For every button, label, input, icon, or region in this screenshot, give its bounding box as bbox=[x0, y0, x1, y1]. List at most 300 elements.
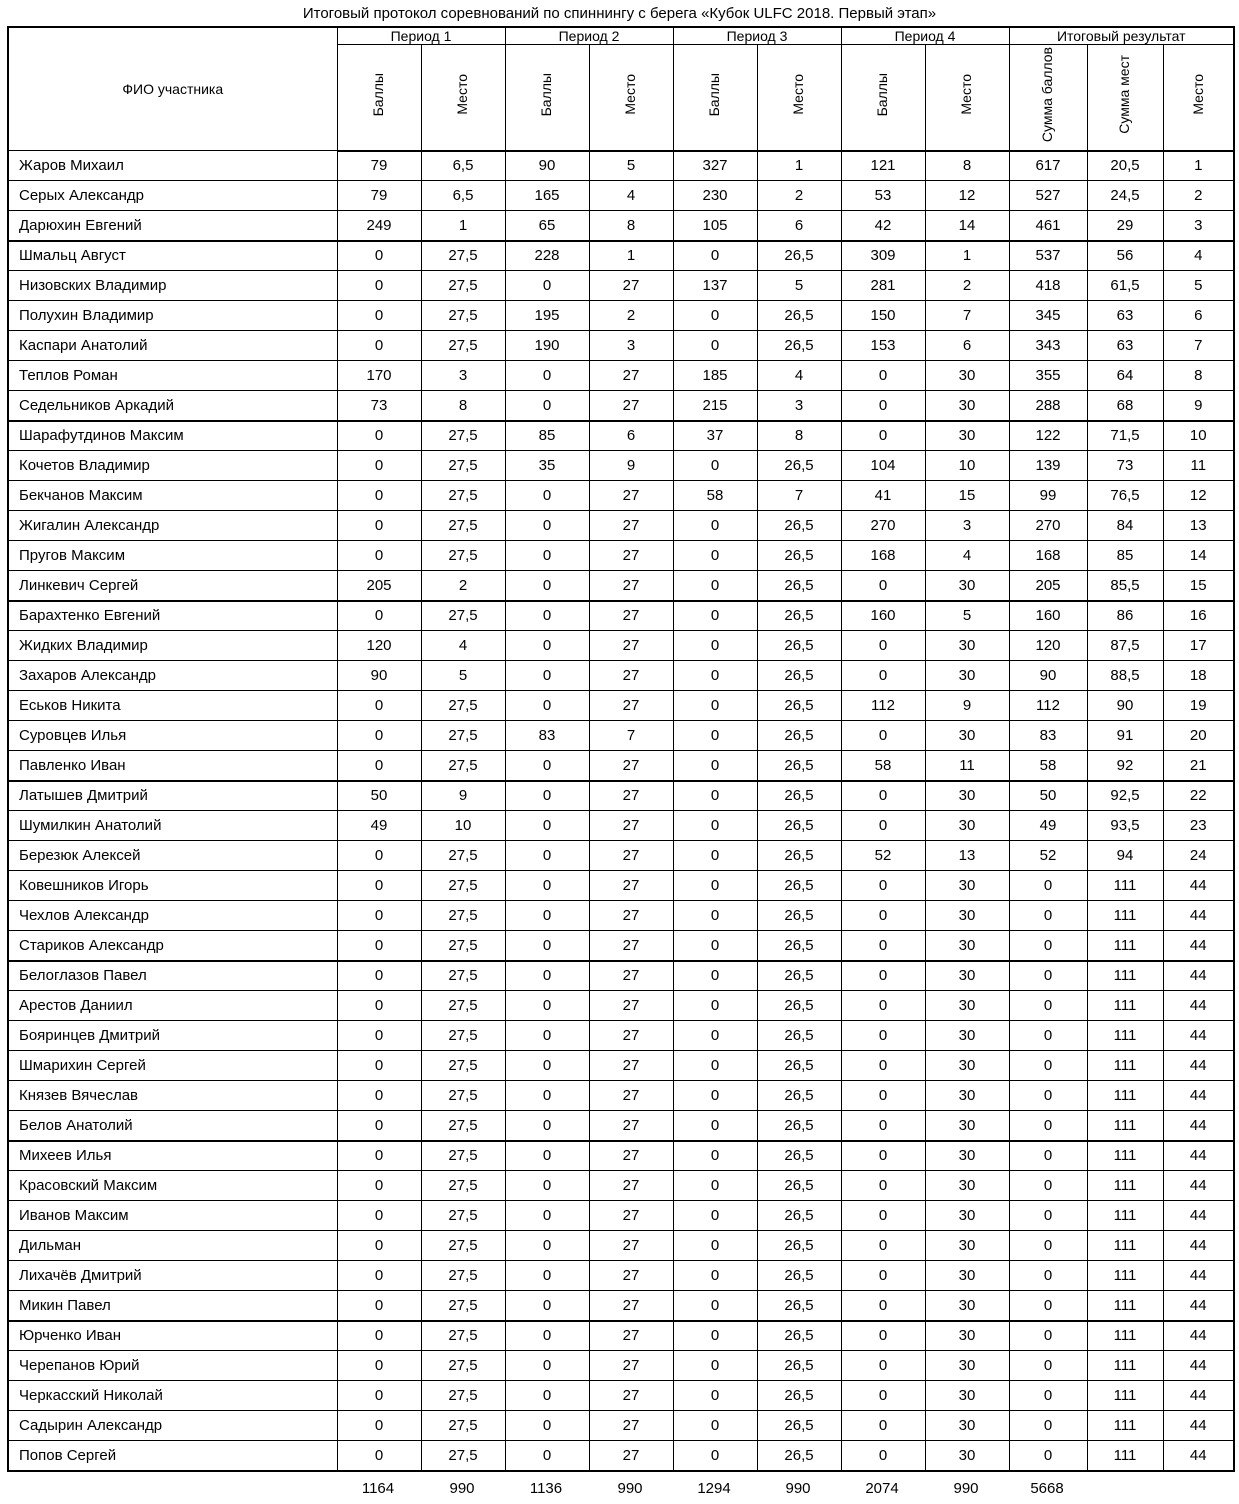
value-cell: 120 bbox=[337, 631, 421, 661]
value-cell: 355 bbox=[1009, 361, 1087, 391]
value-cell: 27 bbox=[589, 1351, 673, 1381]
value-cell: 0 bbox=[673, 601, 757, 631]
value-cell: 26,5 bbox=[757, 1081, 841, 1111]
value-cell: 0 bbox=[673, 331, 757, 361]
value-cell: 0 bbox=[505, 361, 589, 391]
value-cell: 2 bbox=[1163, 181, 1234, 211]
value-cell: 9 bbox=[1163, 391, 1234, 421]
value-cell: 0 bbox=[505, 1381, 589, 1411]
participant-name: Иванов Максим bbox=[8, 1201, 337, 1231]
column-header-group5-col1 bbox=[1009, 45, 1087, 151]
value-cell: 112 bbox=[841, 691, 925, 721]
participant-name: Барахтенко Евгений bbox=[8, 601, 337, 631]
value-cell: 111 bbox=[1087, 1261, 1163, 1291]
table-row bbox=[8, 481, 1234, 511]
value-cell: 0 bbox=[337, 1141, 421, 1171]
total-value bbox=[1086, 1472, 1162, 1504]
value-cell: 0 bbox=[841, 1261, 925, 1291]
value-cell: 0 bbox=[841, 871, 925, 901]
value-cell: 0 bbox=[841, 781, 925, 811]
value-cell: 0 bbox=[337, 331, 421, 361]
value-cell: 94 bbox=[1087, 841, 1163, 871]
value-cell: 160 bbox=[841, 601, 925, 631]
value-cell: 0 bbox=[1009, 1171, 1087, 1201]
participant-name: Каспари Анатолий bbox=[8, 331, 337, 361]
value-cell: 13 bbox=[1163, 511, 1234, 541]
value-cell: 27 bbox=[589, 841, 673, 871]
value-cell: 249 bbox=[337, 211, 421, 241]
value-cell: 44 bbox=[1163, 991, 1234, 1021]
value-cell: 0 bbox=[1009, 961, 1087, 991]
value-cell: 26,5 bbox=[757, 331, 841, 361]
table-row bbox=[8, 1321, 1234, 1351]
table-row bbox=[8, 541, 1234, 571]
value-cell: 27,5 bbox=[421, 451, 505, 481]
vertical-column-label: Сумма мест bbox=[1116, 55, 1133, 135]
value-cell: 30 bbox=[925, 991, 1009, 1021]
value-cell: 52 bbox=[1009, 841, 1087, 871]
value-cell: 0 bbox=[673, 451, 757, 481]
value-cell: 0 bbox=[673, 631, 757, 661]
table-row bbox=[8, 1381, 1234, 1411]
value-cell: 79 bbox=[337, 181, 421, 211]
value-cell: 30 bbox=[925, 1261, 1009, 1291]
value-cell: 5 bbox=[757, 271, 841, 301]
value-cell: 30 bbox=[925, 871, 1009, 901]
table-row bbox=[8, 1231, 1234, 1261]
value-cell: 23 bbox=[1163, 811, 1234, 841]
value-cell: 26,5 bbox=[757, 1351, 841, 1381]
value-cell: 0 bbox=[673, 1111, 757, 1141]
value-cell: 44 bbox=[1163, 1291, 1234, 1321]
value-cell: 27,5 bbox=[421, 541, 505, 571]
value-cell: 27,5 bbox=[421, 241, 505, 271]
total-value: 990 bbox=[449, 1480, 475, 1497]
value-cell: 27,5 bbox=[421, 1411, 505, 1441]
participant-name: Шмальц Август bbox=[8, 241, 337, 271]
group-header-period-4: Период 4 bbox=[841, 27, 1009, 45]
value-cell: 5 bbox=[1163, 271, 1234, 301]
value-cell: 73 bbox=[1087, 451, 1163, 481]
value-cell: 84 bbox=[1087, 511, 1163, 541]
column-header-group3-col1 bbox=[673, 45, 757, 151]
value-cell: 27,5 bbox=[421, 841, 505, 871]
participant-name: Красовский Максим bbox=[8, 1171, 337, 1201]
table-row bbox=[8, 451, 1234, 481]
value-cell: 26,5 bbox=[757, 991, 841, 1021]
column-header-group4-col2 bbox=[925, 45, 1009, 151]
value-cell: 111 bbox=[1087, 1201, 1163, 1231]
table-row bbox=[8, 1141, 1234, 1171]
value-cell: 44 bbox=[1163, 871, 1234, 901]
participant-name: Черкасский Николай bbox=[8, 1381, 337, 1411]
value-cell: 343 bbox=[1009, 331, 1087, 361]
value-cell: 0 bbox=[1009, 931, 1087, 961]
value-cell: 0 bbox=[841, 1081, 925, 1111]
value-cell: 83 bbox=[505, 721, 589, 751]
value-cell: 0 bbox=[505, 1171, 589, 1201]
table-row bbox=[8, 301, 1234, 331]
value-cell: 27,5 bbox=[421, 691, 505, 721]
value-cell: 111 bbox=[1087, 1231, 1163, 1261]
participant-name: Лихачёв Дмитрий bbox=[8, 1261, 337, 1291]
value-cell: 0 bbox=[673, 1081, 757, 1111]
total-value: 990 bbox=[785, 1480, 811, 1497]
value-cell: 91 bbox=[1087, 721, 1163, 751]
value-cell: 165 bbox=[505, 181, 589, 211]
value-cell: 27 bbox=[589, 1411, 673, 1441]
participant-name: Теплов Роман bbox=[8, 361, 337, 391]
value-cell: 30 bbox=[925, 631, 1009, 661]
value-cell: 92,5 bbox=[1087, 781, 1163, 811]
value-cell: 0 bbox=[505, 541, 589, 571]
vertical-column-label: Сумма баллов bbox=[1039, 47, 1056, 143]
participant-name: Павленко Иван bbox=[8, 751, 337, 781]
value-cell: 26,5 bbox=[757, 1411, 841, 1441]
value-cell: 30 bbox=[925, 1381, 1009, 1411]
total-value: 990 bbox=[617, 1480, 643, 1497]
table-row bbox=[8, 391, 1234, 421]
total-value: 1136 bbox=[529, 1480, 563, 1497]
table-row bbox=[8, 901, 1234, 931]
value-cell: 90 bbox=[1087, 691, 1163, 721]
value-cell: 68 bbox=[1087, 391, 1163, 421]
value-cell: 16 bbox=[1163, 601, 1234, 631]
value-cell: 5 bbox=[421, 661, 505, 691]
value-cell: 90 bbox=[505, 151, 589, 181]
value-cell: 185 bbox=[673, 361, 757, 391]
value-cell: 0 bbox=[673, 901, 757, 931]
group-header-period-2: Период 2 bbox=[505, 27, 673, 45]
value-cell: 27,5 bbox=[421, 721, 505, 751]
value-cell: 27,5 bbox=[421, 511, 505, 541]
table-row bbox=[8, 991, 1234, 1021]
value-cell: 0 bbox=[505, 1261, 589, 1291]
value-cell: 327 bbox=[673, 151, 757, 181]
value-cell: 26,5 bbox=[757, 511, 841, 541]
value-cell: 26,5 bbox=[757, 781, 841, 811]
value-cell: 0 bbox=[1009, 1321, 1087, 1351]
column-header-group5-col2 bbox=[1087, 45, 1163, 151]
value-cell: 26,5 bbox=[757, 961, 841, 991]
participant-name: Захаров Александр bbox=[8, 661, 337, 691]
value-cell: 4 bbox=[421, 631, 505, 661]
value-cell: 0 bbox=[505, 1021, 589, 1051]
value-cell: 88,5 bbox=[1087, 661, 1163, 691]
value-cell: 3 bbox=[925, 511, 1009, 541]
value-cell: 160 bbox=[1009, 601, 1087, 631]
value-cell: 0 bbox=[1009, 1411, 1087, 1441]
value-cell: 26,5 bbox=[757, 1291, 841, 1321]
participant-name: Микин Павел bbox=[8, 1291, 337, 1321]
value-cell: 30 bbox=[925, 571, 1009, 601]
value-cell: 0 bbox=[673, 1411, 757, 1441]
value-cell: 0 bbox=[337, 1111, 421, 1141]
value-cell: 4 bbox=[925, 541, 1009, 571]
value-cell: 27 bbox=[589, 661, 673, 691]
value-cell: 20 bbox=[1163, 721, 1234, 751]
value-cell: 27 bbox=[589, 1051, 673, 1081]
value-cell: 0 bbox=[673, 691, 757, 721]
group-header-period-3: Период 3 bbox=[673, 27, 841, 45]
value-cell: 30 bbox=[925, 1321, 1009, 1351]
participant-name: Жигалин Александр bbox=[8, 511, 337, 541]
value-cell: 0 bbox=[505, 991, 589, 1021]
participant-name: Стариков Александр bbox=[8, 931, 337, 961]
total-value: 990 bbox=[953, 1480, 979, 1497]
table-row bbox=[8, 601, 1234, 631]
value-cell: 0 bbox=[505, 811, 589, 841]
value-cell: 0 bbox=[673, 541, 757, 571]
value-cell: 0 bbox=[673, 1321, 757, 1351]
value-cell: 0 bbox=[337, 1051, 421, 1081]
value-cell: 27,5 bbox=[421, 1291, 505, 1321]
value-cell: 83 bbox=[1009, 721, 1087, 751]
value-cell: 0 bbox=[505, 1441, 589, 1471]
value-cell: 27 bbox=[589, 781, 673, 811]
value-cell: 0 bbox=[505, 751, 589, 781]
value-cell: 44 bbox=[1163, 961, 1234, 991]
value-cell: 30 bbox=[925, 931, 1009, 961]
value-cell: 27,5 bbox=[421, 961, 505, 991]
value-cell: 30 bbox=[925, 1441, 1009, 1471]
value-cell: 26,5 bbox=[757, 1111, 841, 1141]
value-cell: 0 bbox=[505, 1321, 589, 1351]
value-cell: 14 bbox=[1163, 541, 1234, 571]
value-cell: 1 bbox=[421, 211, 505, 241]
value-cell: 44 bbox=[1163, 1411, 1234, 1441]
value-cell: 0 bbox=[337, 1351, 421, 1381]
participant-name: Черепанов Юрий bbox=[8, 1351, 337, 1381]
value-cell: 35 bbox=[505, 451, 589, 481]
value-cell: 29 bbox=[1087, 211, 1163, 241]
value-cell: 111 bbox=[1087, 931, 1163, 961]
value-cell: 2 bbox=[421, 571, 505, 601]
value-cell: 0 bbox=[505, 481, 589, 511]
value-cell: 0 bbox=[505, 601, 589, 631]
value-cell: 30 bbox=[925, 1201, 1009, 1231]
value-cell: 30 bbox=[925, 961, 1009, 991]
table-row bbox=[8, 1081, 1234, 1111]
value-cell: 0 bbox=[337, 481, 421, 511]
value-cell: 8 bbox=[421, 391, 505, 421]
value-cell: 0 bbox=[841, 931, 925, 961]
value-cell: 6 bbox=[925, 331, 1009, 361]
value-cell: 26,5 bbox=[757, 1171, 841, 1201]
value-cell: 111 bbox=[1087, 1171, 1163, 1201]
value-cell: 111 bbox=[1087, 901, 1163, 931]
total-value: 1164 bbox=[361, 1480, 395, 1497]
column-header-group5-col3 bbox=[1163, 45, 1234, 151]
value-cell: 0 bbox=[673, 1051, 757, 1081]
value-cell: 0 bbox=[673, 1261, 757, 1291]
participant-name: Белоглазов Павел bbox=[8, 961, 337, 991]
value-cell: 26,5 bbox=[757, 1231, 841, 1261]
value-cell: 9 bbox=[925, 691, 1009, 721]
participant-name: Серых Александр bbox=[8, 181, 337, 211]
value-cell: 27,5 bbox=[421, 901, 505, 931]
value-cell: 5 bbox=[589, 151, 673, 181]
value-cell: 2 bbox=[589, 301, 673, 331]
table-header bbox=[8, 27, 1234, 151]
value-cell: 8 bbox=[925, 151, 1009, 181]
value-cell: 309 bbox=[841, 241, 925, 271]
value-cell: 27,5 bbox=[421, 1021, 505, 1051]
value-cell: 0 bbox=[505, 391, 589, 421]
value-cell: 0 bbox=[505, 1291, 589, 1321]
value-cell: 27 bbox=[589, 1141, 673, 1171]
participant-name: Шумилкин Анатолий bbox=[8, 811, 337, 841]
value-cell: 3 bbox=[421, 361, 505, 391]
value-cell: 0 bbox=[337, 691, 421, 721]
value-cell: 92 bbox=[1087, 751, 1163, 781]
value-cell: 6 bbox=[589, 421, 673, 451]
value-cell: 111 bbox=[1087, 1021, 1163, 1051]
participant-name: Пругов Максим bbox=[8, 541, 337, 571]
table-row bbox=[8, 361, 1234, 391]
value-cell: 27 bbox=[589, 361, 673, 391]
value-cell: 0 bbox=[841, 391, 925, 421]
value-cell: 0 bbox=[673, 961, 757, 991]
value-cell: 30 bbox=[925, 811, 1009, 841]
table-row bbox=[8, 511, 1234, 541]
value-cell: 49 bbox=[337, 811, 421, 841]
value-cell: 0 bbox=[1009, 1441, 1087, 1471]
value-cell: 111 bbox=[1087, 1111, 1163, 1141]
value-cell: 44 bbox=[1163, 1321, 1234, 1351]
value-cell: 27 bbox=[589, 1081, 673, 1111]
value-cell: 0 bbox=[1009, 901, 1087, 931]
value-cell: 14 bbox=[925, 211, 1009, 241]
table-row bbox=[8, 1261, 1234, 1291]
value-cell: 0 bbox=[1009, 1051, 1087, 1081]
participant-name: Жидких Владимир bbox=[8, 631, 337, 661]
value-cell: 27 bbox=[589, 511, 673, 541]
table-row bbox=[8, 271, 1234, 301]
value-cell: 0 bbox=[841, 1351, 925, 1381]
column-header-group1-col2 bbox=[421, 45, 505, 151]
participant-name: Еськов Никита bbox=[8, 691, 337, 721]
value-cell: 111 bbox=[1087, 1321, 1163, 1351]
value-cell: 168 bbox=[841, 541, 925, 571]
value-cell: 7 bbox=[1163, 331, 1234, 361]
value-cell: 0 bbox=[337, 721, 421, 751]
value-cell: 111 bbox=[1087, 1411, 1163, 1441]
value-cell: 0 bbox=[673, 721, 757, 751]
table-row bbox=[8, 1171, 1234, 1201]
value-cell: 0 bbox=[1009, 991, 1087, 1021]
value-cell: 26,5 bbox=[757, 1021, 841, 1051]
value-cell: 44 bbox=[1163, 901, 1234, 931]
value-cell: 27 bbox=[589, 691, 673, 721]
column-header-group4-col1 bbox=[841, 45, 925, 151]
value-cell: 111 bbox=[1087, 1351, 1163, 1381]
value-cell: 0 bbox=[673, 571, 757, 601]
value-cell: 26,5 bbox=[757, 1051, 841, 1081]
value-cell: 0 bbox=[337, 1171, 421, 1201]
vertical-column-label: Баллы bbox=[370, 73, 387, 117]
table-row bbox=[8, 241, 1234, 271]
table-row bbox=[8, 1441, 1234, 1471]
value-cell: 0 bbox=[1009, 1141, 1087, 1171]
participant-name: Дарюхин Евгений bbox=[8, 211, 337, 241]
value-cell: 58 bbox=[841, 751, 925, 781]
value-cell: 0 bbox=[841, 1411, 925, 1441]
value-cell: 85 bbox=[1087, 541, 1163, 571]
value-cell: 44 bbox=[1163, 1381, 1234, 1411]
value-cell: 58 bbox=[1009, 751, 1087, 781]
value-cell: 111 bbox=[1087, 1291, 1163, 1321]
value-cell: 0 bbox=[673, 511, 757, 541]
value-cell: 26,5 bbox=[757, 301, 841, 331]
value-cell: 0 bbox=[337, 271, 421, 301]
value-cell: 27,5 bbox=[421, 1141, 505, 1171]
value-cell: 11 bbox=[1163, 451, 1234, 481]
vertical-column-label: Место bbox=[454, 74, 471, 116]
value-cell: 345 bbox=[1009, 301, 1087, 331]
value-cell: 44 bbox=[1163, 1021, 1234, 1051]
value-cell: 26,5 bbox=[757, 241, 841, 271]
value-cell: 111 bbox=[1087, 1051, 1163, 1081]
table-row bbox=[8, 1111, 1234, 1141]
table-row bbox=[8, 151, 1234, 181]
value-cell: 0 bbox=[337, 961, 421, 991]
value-cell: 9 bbox=[421, 781, 505, 811]
page-title: Итоговый протокол соревнований по спиннингу с берега «Кубок ULFC 2018. Первый этап» bbox=[302, 5, 937, 22]
value-cell: 0 bbox=[673, 1291, 757, 1321]
vertical-column-label: Место bbox=[790, 74, 807, 116]
value-cell: 58 bbox=[673, 481, 757, 511]
table-row bbox=[8, 421, 1234, 451]
value-cell: 0 bbox=[841, 961, 925, 991]
value-cell: 205 bbox=[1009, 571, 1087, 601]
value-cell: 0 bbox=[337, 841, 421, 871]
value-cell: 0 bbox=[337, 871, 421, 901]
value-cell: 170 bbox=[337, 361, 421, 391]
value-cell: 26,5 bbox=[757, 1381, 841, 1411]
value-cell: 0 bbox=[673, 241, 757, 271]
value-cell: 0 bbox=[505, 1411, 589, 1441]
value-cell: 0 bbox=[841, 661, 925, 691]
value-cell: 4 bbox=[589, 181, 673, 211]
value-cell: 3 bbox=[589, 331, 673, 361]
value-cell: 0 bbox=[841, 361, 925, 391]
value-cell: 27 bbox=[589, 961, 673, 991]
value-cell: 0 bbox=[337, 1321, 421, 1351]
value-cell: 65 bbox=[505, 211, 589, 241]
value-cell: 30 bbox=[925, 361, 1009, 391]
value-cell: 537 bbox=[1009, 241, 1087, 271]
value-cell: 0 bbox=[673, 871, 757, 901]
value-cell: 71,5 bbox=[1087, 421, 1163, 451]
participant-name: Суровцев Илья bbox=[8, 721, 337, 751]
total-value: 1294 bbox=[697, 1480, 731, 1497]
value-cell: 87,5 bbox=[1087, 631, 1163, 661]
group-header-period-1: Период 1 bbox=[337, 27, 505, 45]
value-cell: 44 bbox=[1163, 1111, 1234, 1141]
value-cell: 26,5 bbox=[757, 811, 841, 841]
value-cell: 26,5 bbox=[757, 1201, 841, 1231]
totals-row bbox=[7, 1472, 1233, 1504]
value-cell: 27,5 bbox=[421, 931, 505, 961]
table-row bbox=[8, 571, 1234, 601]
value-cell: 0 bbox=[841, 1171, 925, 1201]
value-cell: 0 bbox=[841, 631, 925, 661]
value-cell: 26,5 bbox=[757, 871, 841, 901]
value-cell: 24 bbox=[1163, 841, 1234, 871]
value-cell: 139 bbox=[1009, 451, 1087, 481]
table-row bbox=[8, 331, 1234, 361]
